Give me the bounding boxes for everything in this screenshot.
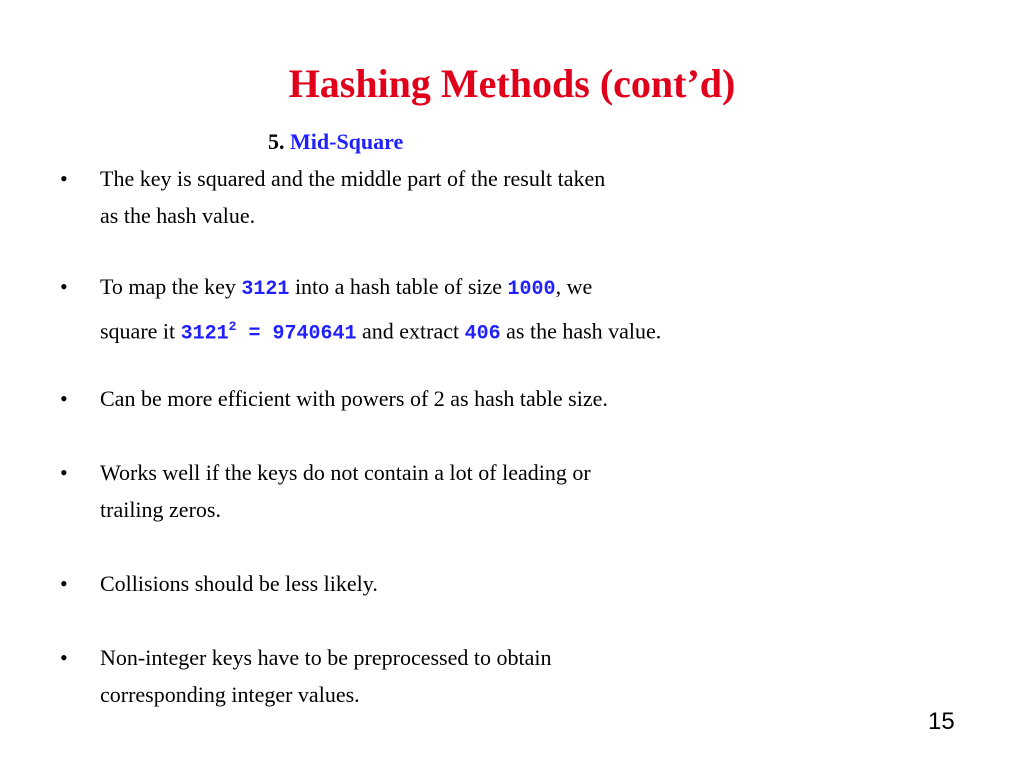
bullet-item-6	[60, 639, 552, 713]
bullet-marker: •	[60, 645, 68, 670]
bullet-marker: •	[60, 460, 68, 485]
slide-title: Hashing Methods (cont’d)	[288, 61, 736, 106]
bullet-2-line-2	[100, 308, 661, 352]
section-heading	[268, 128, 403, 156]
bullet-item-3	[60, 380, 608, 417]
bullet-4-line-1: Works well if the keys do not contain a lot of leading or	[100, 460, 591, 485]
bullet-3-line-1: Can be more efficient with powers of 2 as hash table size.	[100, 386, 608, 411]
bullet-marker: •	[60, 274, 68, 299]
bullet-2-line-1	[100, 268, 661, 308]
bullet-2-text-a: To map the key	[100, 274, 242, 299]
bullet-marker: •	[60, 571, 68, 596]
bullet-2-text-c: , we	[555, 274, 593, 299]
square-exponent: 2	[228, 319, 237, 334]
extracted-value: 406	[464, 322, 501, 346]
bullet-marker: •	[60, 166, 68, 191]
bullet-item-4	[60, 454, 591, 528]
bullet-item-2	[60, 268, 662, 352]
bullet-item-5	[60, 565, 378, 602]
bullet-2-text-e: and extract	[356, 318, 465, 344]
bullet-2-text-f: as the hash value.	[500, 318, 662, 344]
bullet-4-line-2: trailing zeros.	[100, 497, 221, 522]
bullet-marker: •	[60, 386, 68, 411]
page-number: 15	[928, 708, 955, 735]
key-value: 3121	[241, 278, 290, 301]
bullet-2-text-b: into a hash table of size	[289, 274, 508, 299]
section-number: 5.	[268, 129, 285, 154]
bullet-1-line-1: The key is squared and the middle part of the result taken	[100, 166, 606, 191]
bullet-5-line-1: Collisions should be less likely.	[100, 571, 378, 596]
square-result: = 9740641	[236, 322, 357, 346]
bullet-item-1	[60, 160, 606, 234]
bullet-1-line-2: as the hash value.	[100, 203, 256, 228]
bullet-6-line-1: Non-integer keys have to be preprocessed to obtain	[100, 645, 552, 670]
table-size-value: 1000	[507, 278, 556, 301]
bullet-6-line-2: corresponding integer values.	[100, 682, 360, 707]
square-base: 3121	[180, 322, 229, 346]
bullet-2-text-d: square it	[100, 318, 181, 344]
section-name: Mid-Square	[290, 129, 404, 154]
